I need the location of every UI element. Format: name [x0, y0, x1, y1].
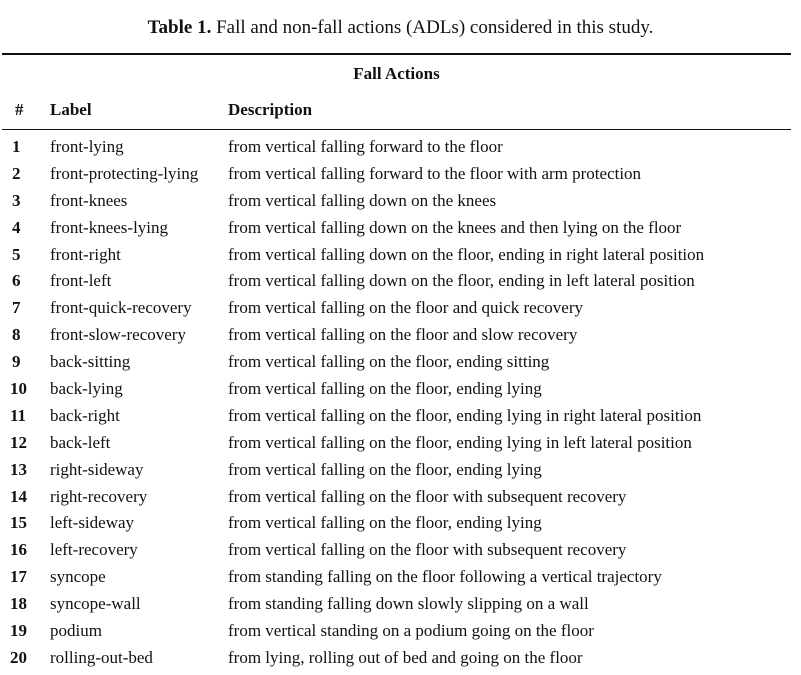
table-row: [0, 511, 801, 538]
row-description: from vertical standing on a podium going on the floor: [228, 621, 594, 641]
table-row: [0, 538, 801, 565]
row-number: 16: [10, 540, 27, 560]
row-description: from vertical falling on the floor and quick recovery: [228, 298, 583, 318]
section-title: Fall Actions: [353, 64, 440, 83]
row-number: 19: [10, 621, 27, 641]
row-label: front-protecting-lying: [50, 163, 199, 183]
row-label: front-quick-recovery: [50, 298, 192, 318]
table-row: [0, 592, 801, 619]
row-label: rolling-out-bed: [50, 647, 153, 667]
table-row: [0, 296, 801, 323]
row-number: 11: [10, 405, 27, 425]
row-number: 18: [10, 594, 27, 614]
row-description: from standing falling down slowly slipping on a wall: [228, 594, 589, 614]
row-label: front-knees: [50, 190, 128, 210]
row-number: 10: [10, 379, 27, 399]
row-label: syncope: [50, 567, 106, 587]
row-number: 6: [12, 271, 21, 291]
table-row: [0, 350, 801, 377]
row-description: from vertical falling down on the knees: [228, 190, 497, 210]
header-rule: [2, 129, 791, 130]
row-number: 3: [12, 190, 21, 210]
row-description: from vertical falling forward to the floor with arm protection: [228, 163, 642, 183]
row-description: from vertical falling on the floor, ending sitting: [228, 352, 550, 372]
row-label: left-sideway: [50, 513, 135, 533]
table-top-rule: [2, 53, 791, 55]
row-description: from vertical falling on the floor, ending lying in left lateral position: [228, 432, 692, 452]
row-label: front-slow-recovery: [50, 325, 186, 345]
column-header-number: #: [15, 100, 24, 119]
row-number: 15: [10, 513, 27, 533]
table-row: [0, 485, 801, 512]
row-number: 20: [10, 647, 27, 667]
table-row: [0, 377, 801, 404]
row-label: back-right: [50, 405, 120, 425]
row-label: front-left: [50, 271, 112, 291]
row-label: syncope-wall: [50, 594, 141, 614]
row-number: 9: [12, 352, 21, 372]
column-header-description: Description: [228, 100, 313, 119]
row-description: from vertical falling on the floor, ending lying: [228, 459, 542, 479]
row-description: from vertical falling on the floor and slow recovery: [228, 325, 578, 345]
row-description: from lying, rolling out of bed and going on the floor: [228, 647, 583, 667]
table-caption-label: Table 1.: [147, 17, 212, 38]
row-number: 5: [12, 244, 21, 264]
table-row: [0, 431, 801, 458]
row-number: 7: [12, 298, 21, 318]
table-row: [0, 216, 801, 243]
column-header-label: Label: [50, 100, 92, 119]
row-label: back-left: [50, 432, 111, 452]
table-row: [0, 323, 801, 350]
row-number: 4: [12, 217, 21, 237]
row-label: left-recovery: [50, 540, 138, 560]
row-number: 12: [10, 432, 27, 452]
row-description: from vertical falling down on the floor, ending in left lateral position: [228, 271, 695, 291]
row-number: 2: [12, 163, 21, 183]
table-row: [0, 162, 801, 189]
table-row: [0, 135, 801, 162]
row-description: from vertical falling on the floor, ending lying: [228, 379, 542, 399]
row-description: from vertical falling on the floor, ending lying: [228, 513, 542, 533]
table-caption-text: Fall and non-fall actions (ADLs) considered in this study.: [211, 17, 654, 38]
row-description: from vertical falling forward to the floor: [228, 137, 503, 156]
row-number: 14: [10, 486, 27, 506]
row-label: right-sideway: [50, 459, 144, 479]
table-row: [0, 269, 801, 296]
row-description: from vertical falling on the floor with subsequent recovery: [228, 486, 627, 506]
row-number: 13: [10, 459, 27, 479]
table-row: [0, 189, 801, 216]
table-row: [0, 243, 801, 270]
row-number: 1: [12, 137, 21, 156]
table-row: [0, 458, 801, 485]
table-caption: [0, 15, 801, 41]
table-row: [0, 619, 801, 646]
row-description: from standing falling on the floor following a vertical trajectory: [228, 567, 662, 587]
row-description: from vertical falling on the floor with subsequent recovery: [228, 540, 627, 560]
row-description: from vertical falling on the floor, ending lying in right lateral position: [228, 405, 702, 425]
row-label: front-knees-lying: [50, 217, 169, 237]
row-description: from vertical falling down on the knees and then lying on the floor: [228, 217, 682, 237]
row-label: back-lying: [50, 379, 123, 399]
row-number: 17: [10, 567, 27, 587]
table-row: [0, 565, 801, 592]
table-row: [0, 646, 801, 673]
row-description: from vertical falling down on the floor, ending in right lateral position: [228, 244, 705, 264]
row-label: front-lying: [50, 137, 124, 156]
row-label: front-right: [50, 244, 121, 264]
row-number: 8: [12, 325, 21, 345]
table-body: [0, 135, 801, 673]
row-label: back-sitting: [50, 352, 131, 372]
row-label: right-recovery: [50, 486, 148, 506]
table-row: [0, 404, 801, 431]
row-label: podium: [50, 621, 102, 641]
